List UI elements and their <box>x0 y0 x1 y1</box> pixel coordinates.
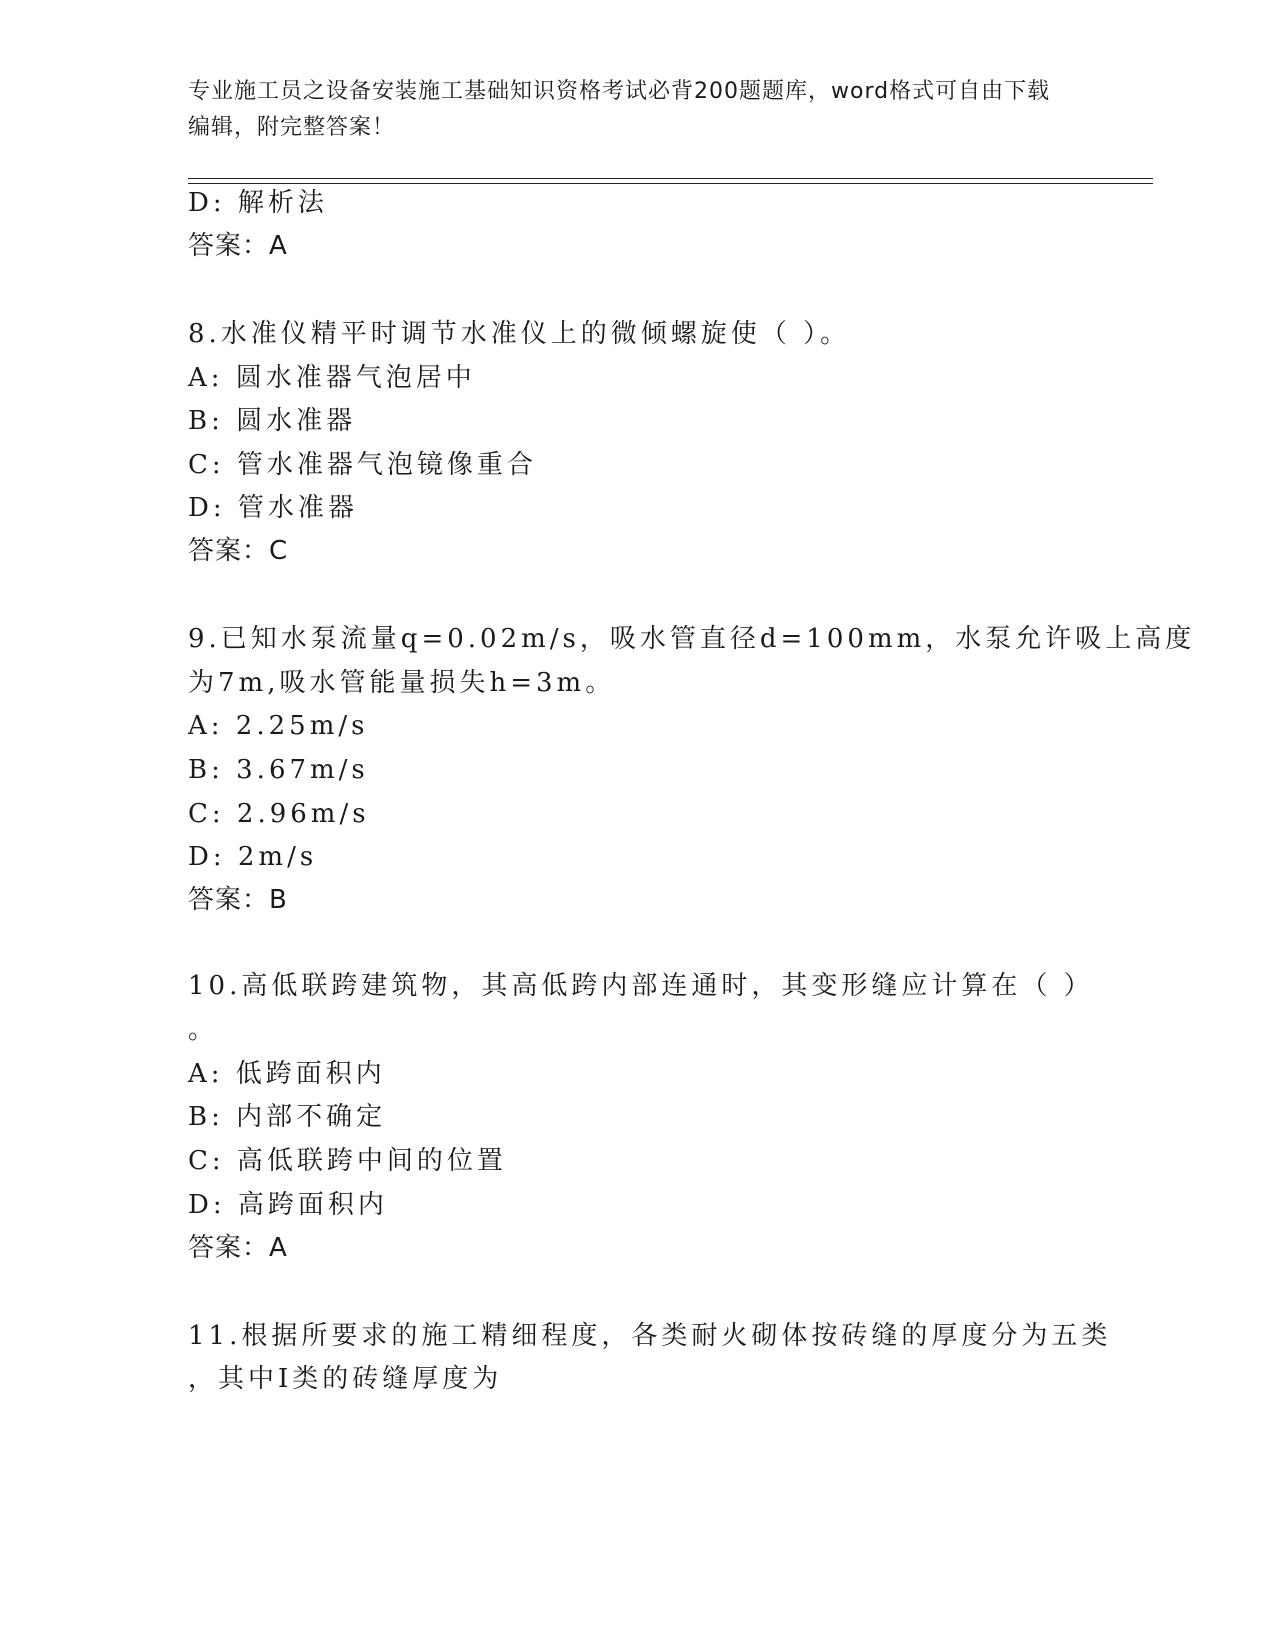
q8-option-d: D: 管水准器 <box>188 493 358 523</box>
page-header: 专业施工员之设备安装施工基础知识资格考试必背200题题库，word格式可自由下载编辑，附完整答案！ <box>188 79 1051 140</box>
q8-option-b: B: 圆水准器 <box>188 406 357 436</box>
q10-stem-line1: 10.高低联跨建筑物，其高低跨内部连通时，其变形缝应计算在（ ） <box>188 971 1094 1001</box>
q8-option-a: A: 圆水准器气泡居中 <box>188 363 476 393</box>
q10-stem-line2: 。 <box>188 1015 219 1045</box>
q8-stem: 8.水准仪精平时调节水准仪上的微倾螺旋使（ ）。 <box>188 319 851 349</box>
q10-answer: 答案：A <box>188 1233 288 1263</box>
q9-option-b: B: 3.67m/s <box>188 755 369 785</box>
q11-stem-line2: ，其中Ⅰ类的砖缝厚度为 <box>188 1364 503 1394</box>
q9-option-c: C: 2.96m/s <box>188 799 370 829</box>
q10-option-c: C: 高低联跨中间的位置 <box>188 1146 507 1176</box>
q10-option-a: A: 低跨面积内 <box>188 1059 386 1089</box>
q8-answer: 答案：C <box>188 536 289 566</box>
q9-answer: 答案：B <box>188 885 288 915</box>
q9-stem-line1: 9.已知水泵流量q=0.02m/s，吸水管直径d=100mm，水泵允许吸上高度 <box>188 624 1196 654</box>
prev-option-d: D: 解析法 <box>188 188 328 218</box>
q10-option-b: B: 内部不确定 <box>188 1102 387 1132</box>
q10-option-d: D: 高跨面积内 <box>188 1190 388 1220</box>
q11-stem-line1: 11.根据所要求的施工精细程度，各类耐火砌体按砖缝的厚度分为五类 <box>188 1321 1112 1351</box>
header-divider-top <box>188 178 1153 179</box>
q9-option-a: A: 2.25m/s <box>188 711 369 741</box>
header-divider-bottom <box>188 183 1153 184</box>
q8-option-c: C: 管水准器气泡镜像重合 <box>188 450 537 480</box>
q9-option-d: D: 2m/s <box>188 842 318 872</box>
q9-stem-line2: 为7m,吸水管能量损失h=3m。 <box>188 668 616 698</box>
prev-answer: 答案：A <box>188 231 288 261</box>
